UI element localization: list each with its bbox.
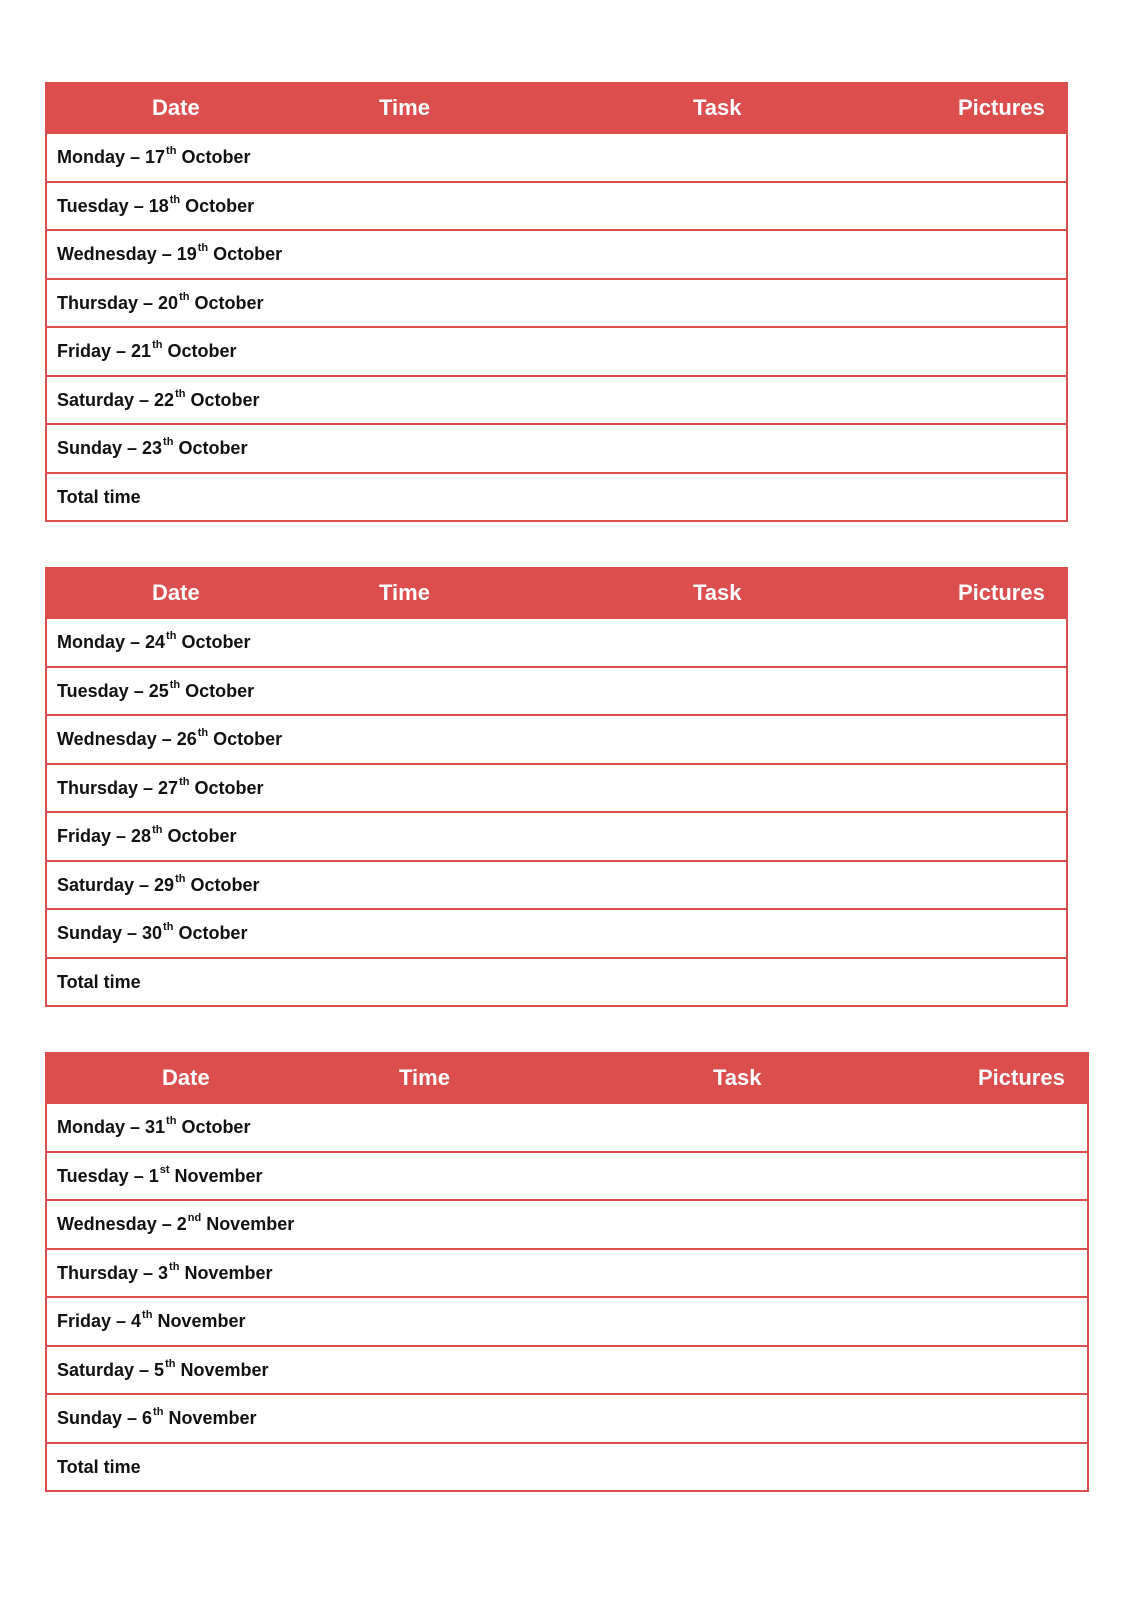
day-row: [47, 617, 1066, 666]
day-date: Tuesday – 1: [57, 1165, 159, 1186]
day-row: [47, 132, 1066, 181]
day-row: [47, 1393, 1087, 1442]
table-header-row: [47, 84, 1066, 132]
day-ordinal: nd: [187, 1212, 202, 1224]
day-month: October: [208, 244, 283, 264]
day-ordinal: th: [175, 872, 186, 885]
total-time-row: [47, 957, 1066, 1006]
day-ordinal: th: [169, 1260, 180, 1273]
header-pictures: Pictures: [978, 1065, 1065, 1090]
day-date: Friday – 28: [57, 826, 152, 846]
day-ordinal: th: [166, 630, 177, 642]
day-month: October: [189, 292, 264, 313]
day-month: October: [162, 341, 237, 361]
day-month: October: [162, 826, 237, 846]
day-row: [47, 423, 1066, 472]
header-task: Task: [713, 1065, 762, 1090]
day-row: [47, 908, 1066, 957]
day-row: [47, 181, 1066, 230]
day-month: October: [185, 874, 260, 895]
day-row: [47, 714, 1066, 763]
week-table-2: [45, 567, 1068, 1007]
day-month: November: [152, 1311, 246, 1331]
day-date: Friday – 4: [57, 1311, 142, 1331]
day-ordinal: th: [197, 242, 209, 254]
day-ordinal: th: [163, 921, 174, 933]
day-date: Saturday – 22: [57, 389, 175, 410]
day-row: [47, 1296, 1087, 1345]
day-ordinal: th: [169, 193, 181, 206]
day-date: Monday – 31: [57, 1117, 166, 1137]
day-date: Thursday – 27: [57, 777, 179, 798]
day-row: [47, 326, 1066, 375]
header-pictures: Pictures: [958, 580, 1045, 605]
header-date: Date: [152, 95, 200, 120]
day-date: Wednesday – 26: [57, 729, 197, 749]
day-date: Monday – 17: [57, 147, 166, 167]
day-row: [47, 375, 1066, 424]
day-date: Wednesday – 19: [57, 244, 197, 264]
header-time: Time: [379, 95, 430, 120]
week-table-3: [45, 1052, 1089, 1492]
day-date: Tuesday – 25: [57, 680, 169, 701]
day-ordinal: th: [179, 775, 190, 788]
day-row: [47, 1199, 1087, 1248]
day-month: October: [176, 1117, 251, 1137]
day-date: Sunday – 23: [57, 438, 163, 458]
day-date: Sunday – 6: [57, 1408, 153, 1428]
header-time: Time: [379, 580, 430, 605]
day-ordinal: th: [165, 1357, 176, 1370]
day-month: October: [173, 438, 248, 458]
day-month: October: [176, 632, 251, 652]
total-time-label: Total time: [57, 1456, 141, 1477]
day-ordinal: th: [166, 1115, 177, 1127]
day-month: November: [175, 1359, 269, 1380]
day-month: November: [163, 1408, 257, 1428]
day-ordinal: th: [197, 727, 209, 739]
total-time-label: Total time: [57, 486, 141, 507]
day-ordinal: th: [152, 339, 163, 351]
table-header-row: [47, 569, 1066, 617]
header-time: Time: [399, 1065, 450, 1090]
day-month: November: [169, 1165, 263, 1186]
day-date: Monday – 24: [57, 632, 166, 652]
day-ordinal: th: [175, 387, 186, 400]
header-task: Task: [693, 580, 742, 605]
day-row: [47, 1151, 1087, 1200]
day-month: October: [176, 147, 251, 167]
day-month: October: [185, 389, 260, 410]
day-month: October: [208, 729, 283, 749]
day-ordinal: th: [179, 290, 190, 303]
day-row: [47, 666, 1066, 715]
day-ordinal: th: [163, 436, 174, 448]
day-row: [47, 763, 1066, 812]
day-date: Saturday – 5: [57, 1359, 165, 1380]
day-ordinal: st: [159, 1163, 170, 1176]
day-ordinal: th: [166, 145, 177, 157]
day-date: Thursday – 20: [57, 292, 179, 313]
day-month: October: [180, 680, 255, 701]
header-date: Date: [162, 1065, 210, 1090]
total-time-label: Total time: [57, 971, 141, 992]
header-task: Task: [693, 95, 742, 120]
day-month: October: [173, 923, 248, 943]
day-date: Thursday – 3: [57, 1262, 169, 1283]
total-time-row: [47, 472, 1066, 521]
day-row: [47, 860, 1066, 909]
day-row: [47, 229, 1066, 278]
total-time-row: [47, 1442, 1087, 1491]
day-row: [47, 1345, 1087, 1394]
day-row: [47, 811, 1066, 860]
day-month: November: [201, 1214, 295, 1234]
day-date: Sunday – 30: [57, 923, 163, 943]
day-date: Saturday – 29: [57, 874, 175, 895]
day-row: [47, 1248, 1087, 1297]
week-table-1: [45, 82, 1068, 522]
day-ordinal: th: [169, 678, 181, 691]
day-ordinal: th: [142, 1309, 153, 1321]
day-date: Friday – 21: [57, 341, 152, 361]
day-row: [47, 278, 1066, 327]
day-ordinal: th: [153, 1406, 164, 1418]
header-pictures: Pictures: [958, 95, 1045, 120]
day-date: Wednesday – 2: [57, 1214, 187, 1234]
header-date: Date: [152, 580, 200, 605]
day-month: October: [180, 195, 255, 216]
table-header-row: [47, 1054, 1087, 1102]
day-month: October: [189, 777, 264, 798]
day-ordinal: th: [152, 824, 163, 836]
day-month: November: [179, 1262, 273, 1283]
day-date: Tuesday – 18: [57, 195, 169, 216]
day-row: [47, 1102, 1087, 1151]
